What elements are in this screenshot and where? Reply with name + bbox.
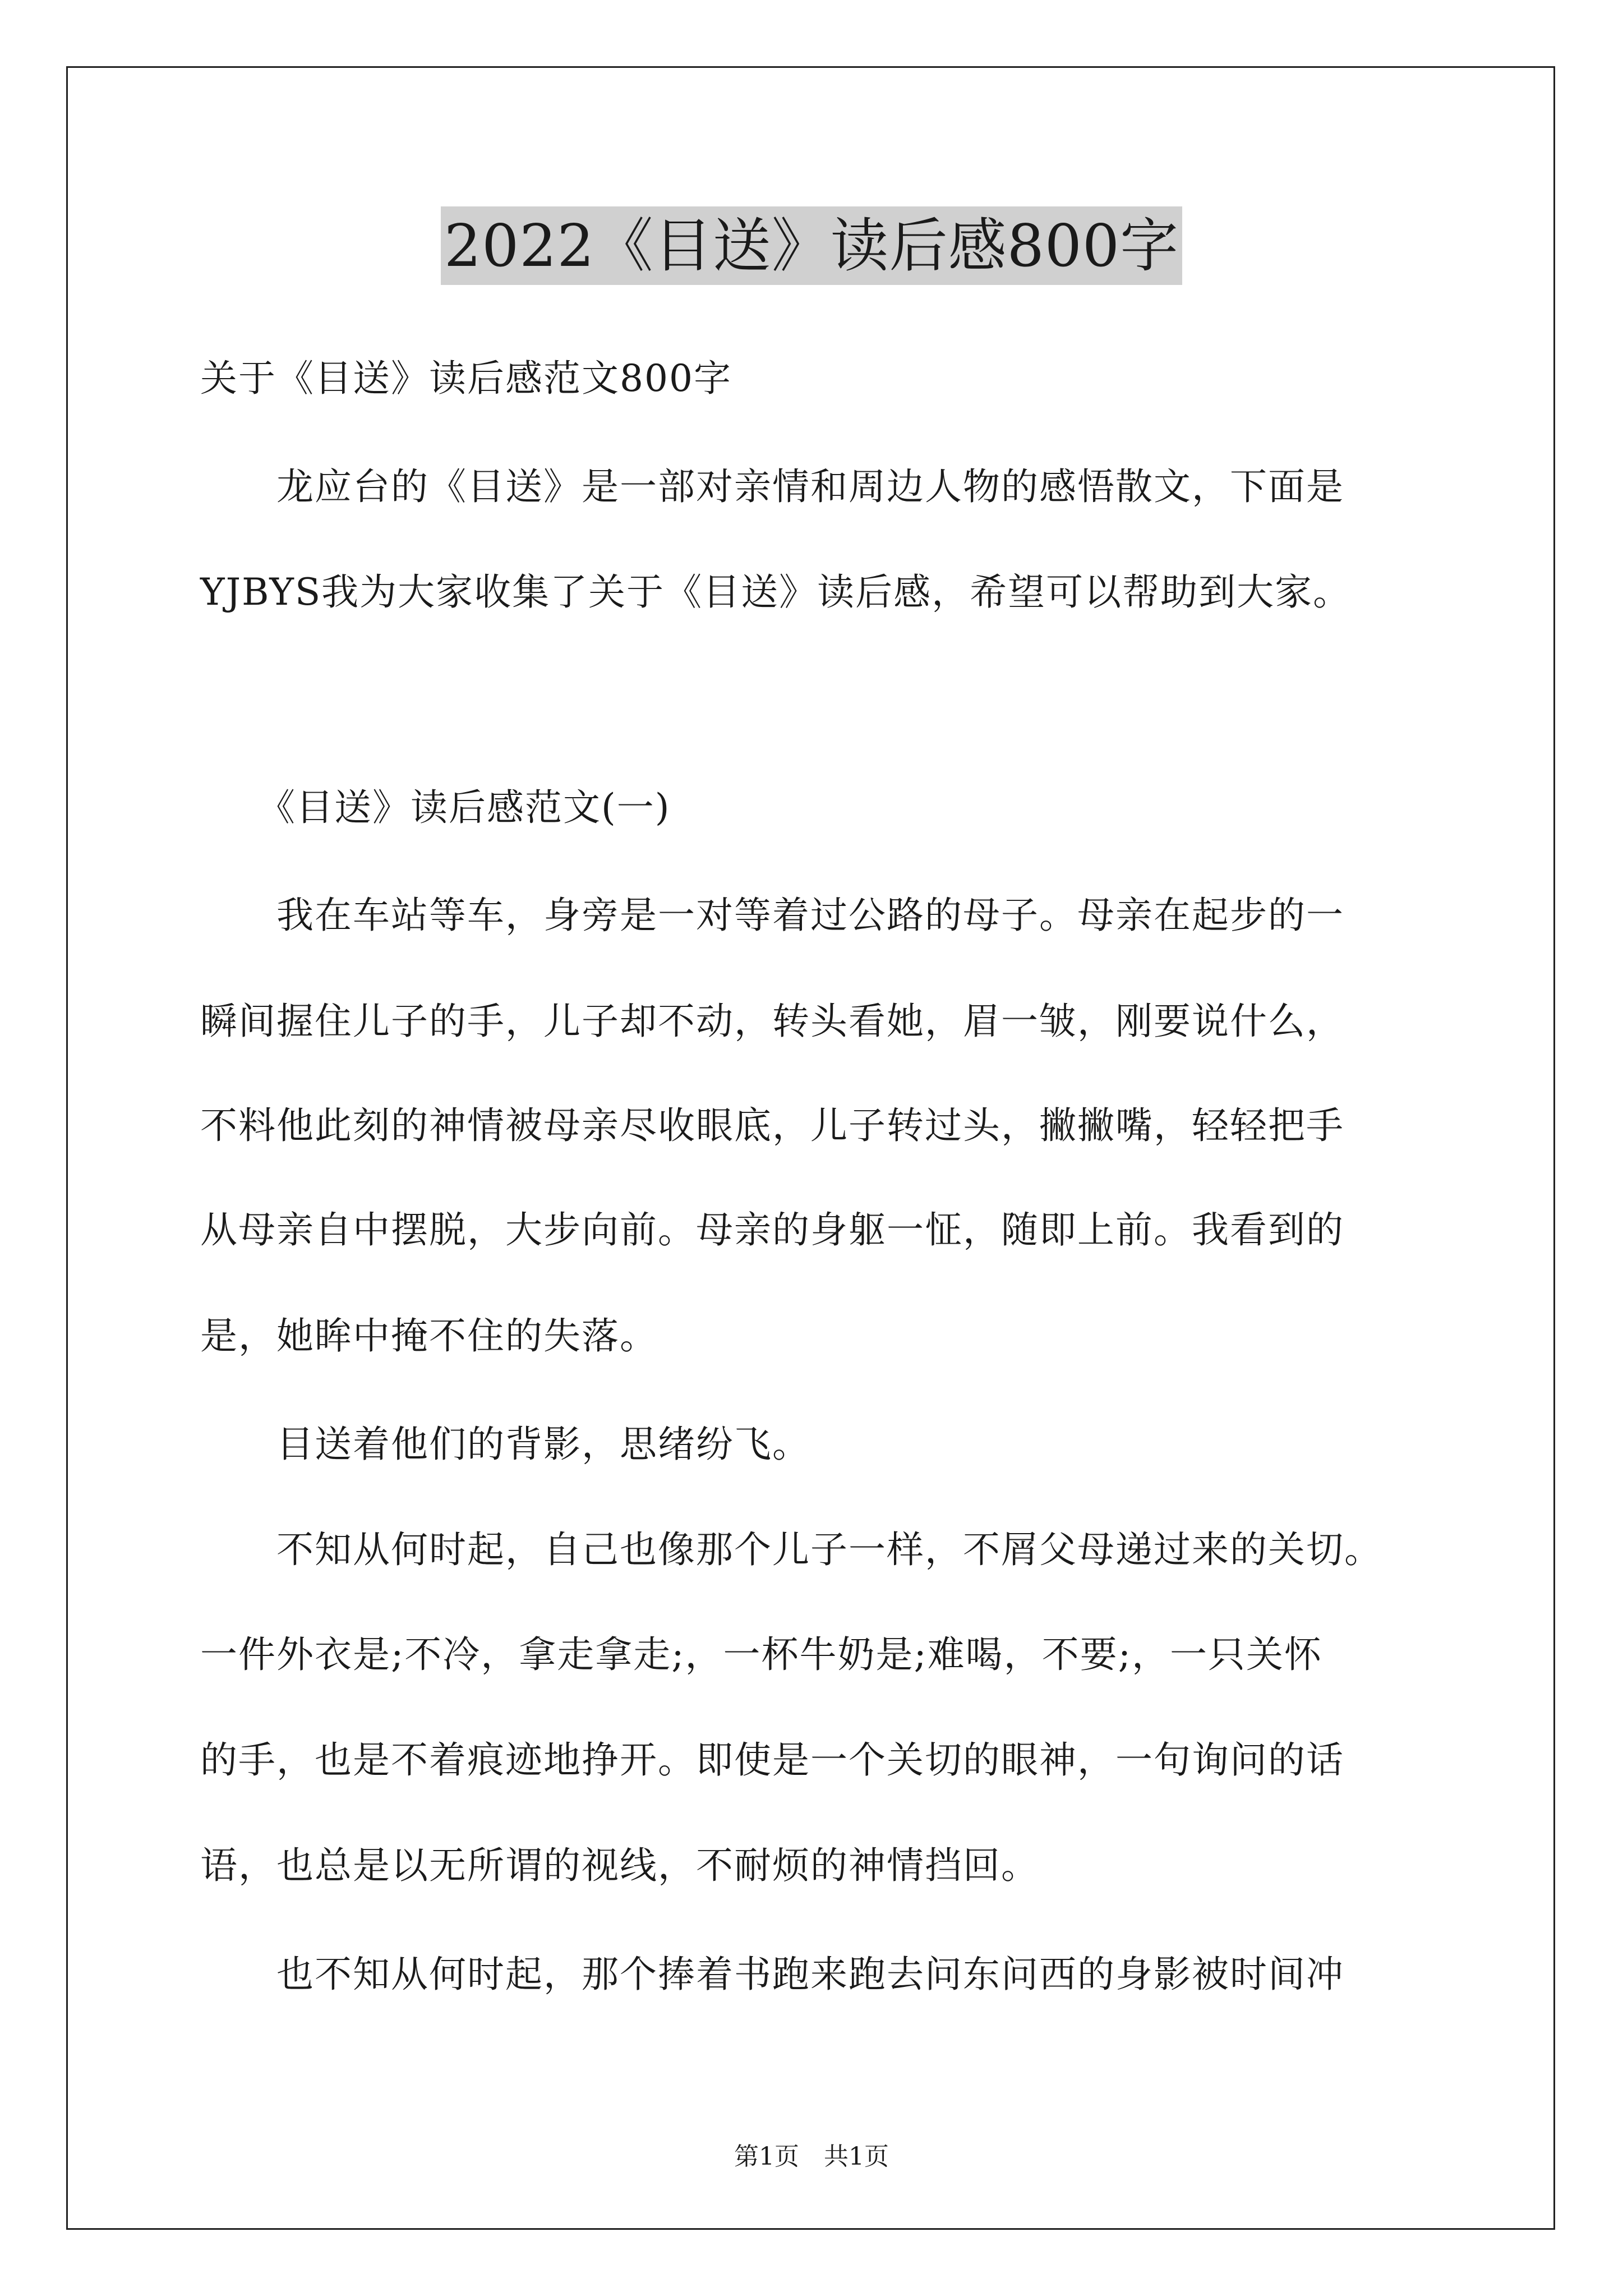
paragraph-line: 不料他此刻的神情被母亲尽收眼底，儿子转过头，撇撇嘴，轻轻把手	[200, 1104, 1344, 1147]
paragraph-line: 我在车站等车，身旁是一对等着过公路的母子。母亲在起步的一	[200, 894, 1344, 937]
page-footer: 第1页 共1页	[734, 2142, 889, 2171]
paragraph-line: 的手，也是不着痕迹地挣开。即使是一个关切的眼神，一句询问的话	[200, 1738, 1344, 1782]
paragraph-line: 目送着他们的背影，思绪纷飞。	[200, 1423, 810, 1466]
paragraph-line: 龙应台的《目送》是一部对亲情和周边人物的感悟散文，下面是	[200, 465, 1344, 508]
paragraph-line: 不知从何时起，自己也像那个儿子一样，不屑父母递过来的关切。	[200, 1528, 1382, 1571]
paragraph-line: 也不知从何时起，那个捧着书跑来跑去问东问西的身影被时间冲	[200, 1953, 1344, 1996]
section-heading: 《目送》读后感范文(一)	[200, 786, 671, 829]
document-subtitle: 关于《目送》读后感范文800字	[200, 357, 732, 400]
paragraph-line: 瞬间握住儿子的手，儿子却不动，转头看她，眉一皱，刚要说什么，	[200, 1000, 1344, 1043]
paragraph-line: 语，也总是以无所谓的视线，不耐烦的神情挡回。	[200, 1844, 1039, 1887]
document-title: 2022《目送》读后感800字	[441, 206, 1182, 285]
paragraph-line: 一件外衣是;不冷，拿走拿走;，一杯牛奶是;难喝，不要;，一只关怀	[200, 1633, 1322, 1676]
paragraph-line: 从母亲自中摆脱，大步向前。母亲的身躯一怔，随即上前。我看到的	[200, 1208, 1344, 1251]
paragraph-line: YJBYS我为大家收集了关于《目送》读后感，希望可以帮助到大家。	[200, 570, 1352, 614]
title-container	[0, 206, 1623, 285]
paragraph-line: 是，她眸中掩不住的失落。	[200, 1314, 658, 1358]
